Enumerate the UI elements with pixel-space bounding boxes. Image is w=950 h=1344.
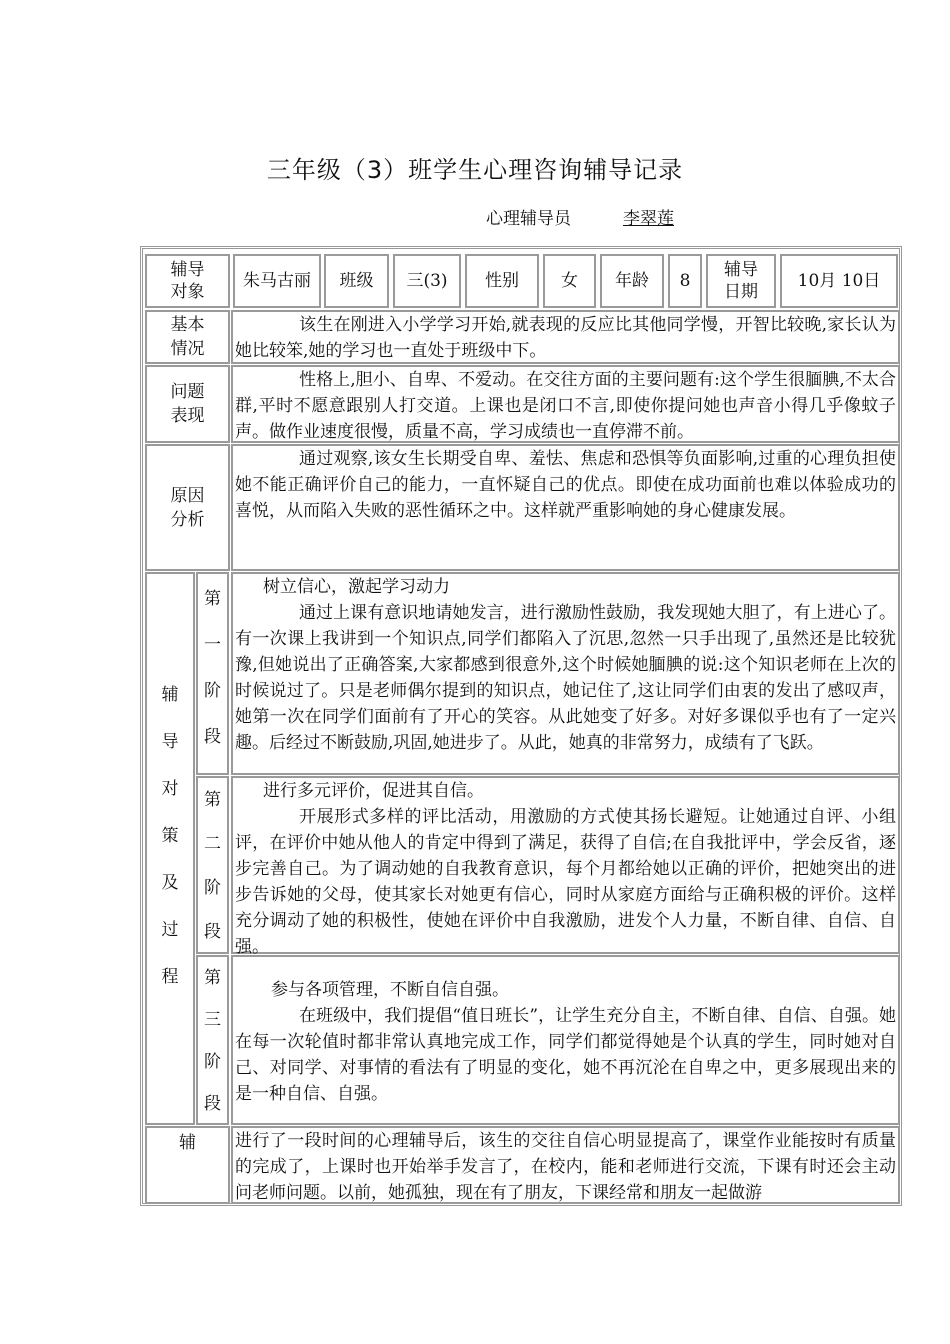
counselor-line bbox=[486, 204, 688, 229]
counselor-name: 李翠莲 bbox=[623, 209, 674, 229]
strategy-char: 及 bbox=[161, 873, 179, 893]
stage3-content bbox=[231, 955, 900, 1125]
problem-text: 性格上,胆小、自卑、不爱动。在交往方面的主要问题有:这个学生很腼腆,不太合群,平时不愿意跟别人打交道。上课也是闭口不言,即使你提问她也声音小得几乎像蚊子声。做作业速度很慢，质量不高，学习成绩也一直停滞不前。 bbox=[231, 365, 900, 443]
subject-label: 辅导对象 bbox=[145, 254, 230, 308]
stage1-label bbox=[196, 572, 229, 775]
strategy-char: 程 bbox=[161, 967, 179, 987]
strategy-char: 过 bbox=[161, 920, 179, 940]
date-value: 10月 10日 bbox=[780, 254, 898, 308]
stage2-content bbox=[231, 776, 900, 957]
stage-char: 二 bbox=[204, 834, 221, 854]
stage-char: 段 bbox=[204, 1094, 221, 1114]
stage-char: 段 bbox=[204, 727, 221, 747]
cause-text: 通过观察,该女生长期受自卑、羞怯、焦虑和恐惧等负面影响,过重的心理负担使她不能正确评价自己的能力，一直怀疑自己的优点。即使在成功面前也难以体验成功的喜悦，从而陷入失败的恶性循环之中。这样就严重影响她的身心健康发展。 bbox=[231, 444, 900, 571]
basic-text: 该生在刚进入小学学习开始,就表现的反应比其他同学慢，开智比较晚,家长认为她比较笨,她的学习也一直处于班级中下。 bbox=[231, 310, 900, 364]
problem-label: 问题表现 bbox=[145, 365, 230, 443]
date-label: 辅导日期 bbox=[706, 254, 776, 308]
result-text: 进行了一段时间的心理辅导后，该生的交往自信心明显提高了，课堂作业能按时有质量的完成了，上课时也开始举手发言了，在校内，能和老师进行交流，下课有时还会主动问老师问题。以前，她孤独，现在有了朋友，下课经常和朋友一起做游 bbox=[231, 1126, 900, 1204]
class-label: 班级 bbox=[324, 254, 389, 308]
stage-char: 阶 bbox=[204, 1052, 221, 1072]
stage-char: 段 bbox=[204, 922, 221, 942]
stage1-content bbox=[231, 572, 900, 775]
stage-char: 阶 bbox=[204, 681, 221, 701]
basic-label: 基本情况 bbox=[145, 310, 230, 364]
stage3-text: 在班级中，我们提倡“值日班长”，让学生充分自主，不断自律、自信、自强。她在每一次轮值时都非常认真地完成工作，同学们都觉得她是个认真的学生，同时她对自己、对同学、对事情的看法有了明显的变化，她不再沉沦在自卑之中，更多展现出来的是一种自信、自强。 bbox=[235, 1006, 896, 1104]
age-label: 年龄 bbox=[600, 254, 664, 308]
stage-char: 阶 bbox=[204, 878, 221, 898]
strategy-char: 辅 bbox=[161, 685, 179, 705]
stage1-heading: 树立信心，激起学习动力 bbox=[263, 577, 450, 597]
stage-char: 第 bbox=[204, 589, 221, 609]
stage-char: 三 bbox=[204, 1010, 221, 1030]
strategy-char: 对 bbox=[161, 779, 179, 799]
counselor-label: 心理辅导员 bbox=[486, 209, 571, 229]
stage1-text: 通过上课有意识地请她发言，进行激励性鼓励，我发现她大胆了，有上进心了。有一次课上我讲到一个知识点,同学们都陷入了沉思,忽然一只手出现了,虽然还是比较犹豫,但她说出了正确答案,大家都感到很意外,这个时候她腼腆的说:这个知识老师在上次的时候说过了。只是老师偶尔提到的知识点，她记住了,这让同学们由衷的发出了感叹声，她第一次在同学们面前有了开心的笑容。从此她变了好多。对好多课似乎也有了一定兴趣。后经过不断鼓励,巩固,她进步了。从此，她真的非常努力，成绩有了飞跃。 bbox=[235, 603, 896, 753]
age-value: 8 bbox=[668, 254, 702, 308]
stage-char: 一 bbox=[204, 635, 221, 655]
stage-char: 第 bbox=[204, 790, 221, 810]
result-label: 辅 bbox=[145, 1126, 230, 1204]
record-table bbox=[140, 246, 902, 1206]
stage2-text: 开展形式多样的评比活动，用激励的方式使其扬长避短。让她通过自评、小组评，在评价中她从他人的肯定中得到了满足，获得了自信;在自我批评中，学会反省，逐步完善自己。为了调动她的自我教育意识，每个月都给她以正确的评价，把她突出的进步告诉她的父母，使其家长对她更有信心，同时从家庭方面给与正确积极的评价。这样充分调动了她的积极性，使她在评价中自我激励，进发个人力量，不断自律、自信、自强。 bbox=[235, 807, 896, 957]
class-value: 三(3) bbox=[393, 254, 461, 308]
stage2-label bbox=[196, 776, 229, 954]
student-name: 朱马古丽 bbox=[233, 254, 321, 308]
strategy-char: 导 bbox=[161, 732, 179, 752]
stage-char: 第 bbox=[204, 968, 221, 988]
strategy-label bbox=[145, 572, 195, 1125]
cause-label: 原因分析 bbox=[145, 444, 230, 571]
stage3-heading: 参与各项管理，不断自信自强。 bbox=[271, 980, 509, 1000]
gender-value: 女 bbox=[543, 254, 596, 308]
stage3-label bbox=[196, 955, 229, 1125]
stage2-heading: 进行多元评价，促进其自信。 bbox=[263, 781, 484, 801]
strategy-char: 策 bbox=[161, 826, 179, 846]
page-title: 三年级（3）班学生心理咨询辅导记录 bbox=[266, 156, 684, 184]
gender-label: 性别 bbox=[465, 254, 539, 308]
